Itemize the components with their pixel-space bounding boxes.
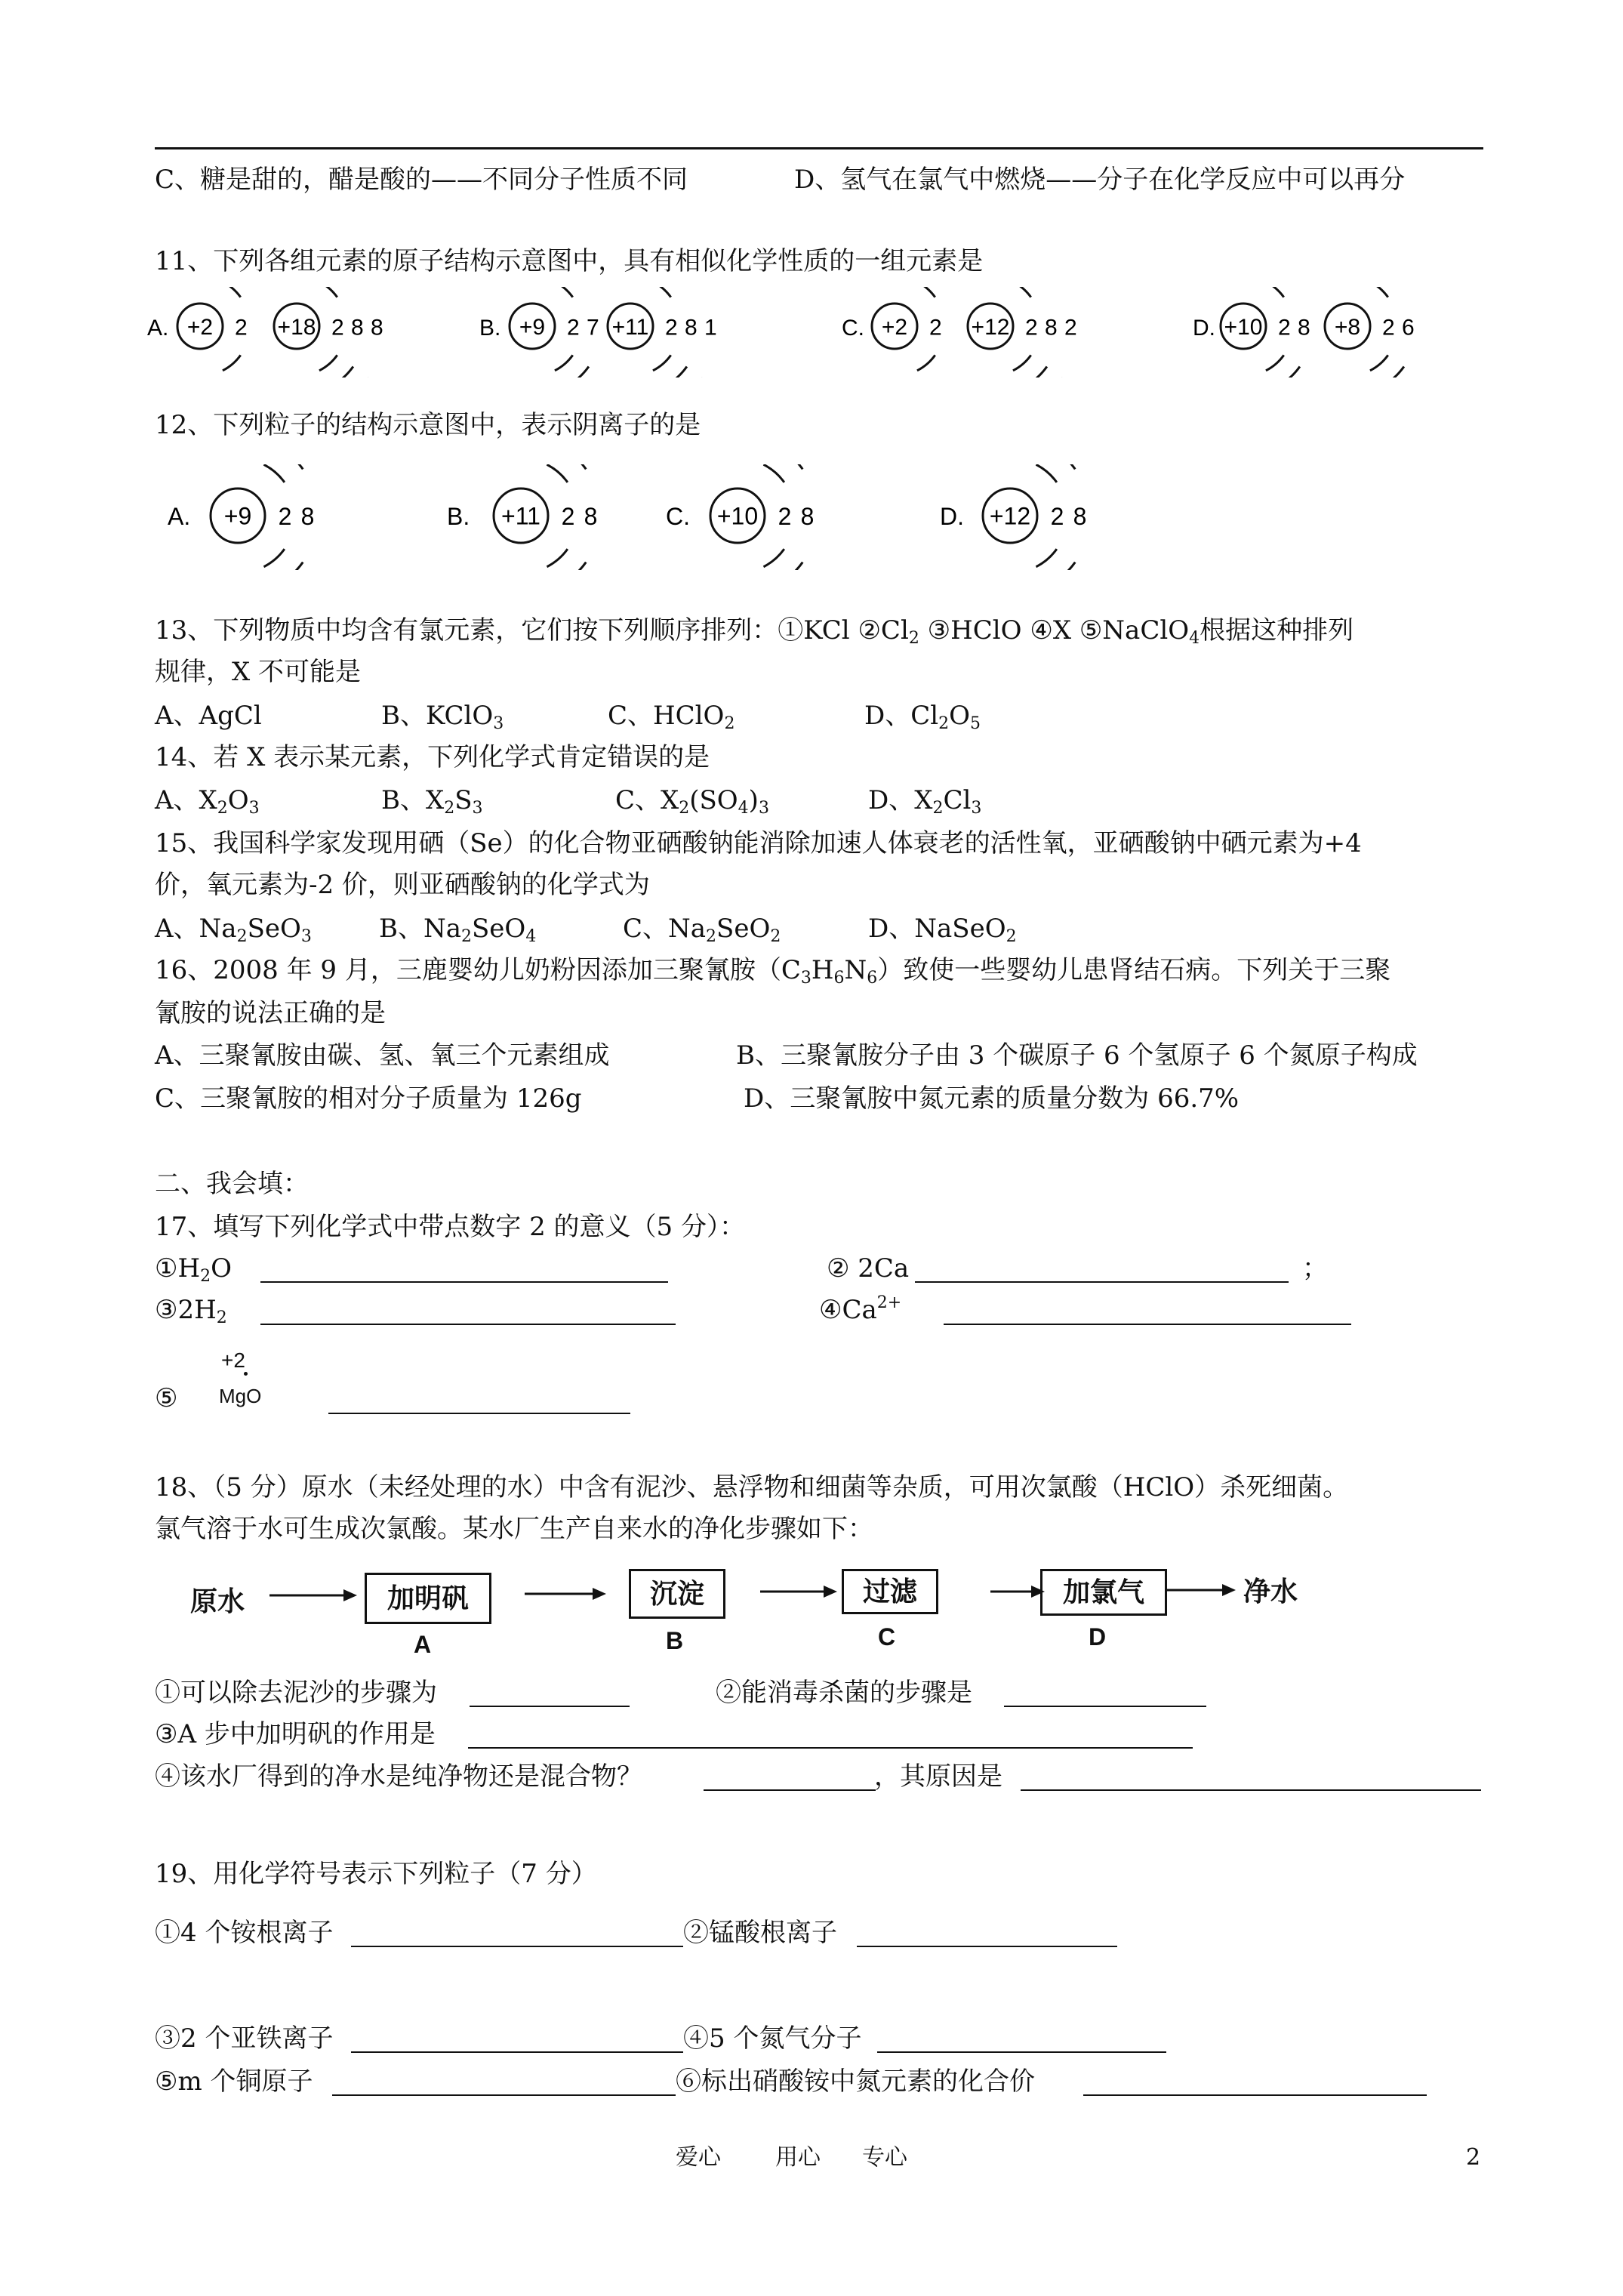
q19-item2: ②锰酸根离子: [683, 1918, 837, 1948]
q13-option-d: D、$Cl_2O_5$: [864, 701, 981, 733]
q11-nucleus-charge: +18: [277, 314, 316, 340]
q18-sub4-blank2[interactable]: [1021, 1789, 1481, 1791]
q18-sub4a: ④该水厂得到的净水是纯净物还是混合物？: [155, 1761, 642, 1792]
q19-item5: ⑤m 个铜原子: [155, 2066, 313, 2097]
q11-shell-electrons: 7: [586, 315, 599, 341]
flow-step-a-letter: A: [414, 1631, 432, 1658]
q15-option-c: C、$Na_2SeO_2$: [623, 914, 781, 946]
q12-shell-arc-bottom: [274, 562, 303, 570]
footer-motto-1: 爱心: [676, 2144, 721, 2171]
q12-atom: [494, 464, 597, 570]
q11-shell-arc-bottom: [1379, 366, 1404, 378]
q19-stem: 19、用化学符号表示下列粒子（7 分）: [155, 1859, 597, 1889]
q12-option-label: C.: [666, 503, 690, 530]
q18-stem-line2: 氯气溶于水可生成次氯酸。某水厂生产自来水的净化步骤如下：: [155, 1514, 873, 1544]
q11-atom: [1221, 287, 1310, 378]
flow-arrow-1: [268, 1584, 359, 1607]
q16-option-d: D、三聚氰胺中氮元素的质量分数为 66.7%: [744, 1083, 1240, 1114]
footer-motto-2: 用心: [775, 2144, 821, 2171]
q13-stem-line1: 13、下列物质中均含有氯元素，它们按下列顺序排列：①KCl $②Cl_2$ ③HClO ④X ⑤NaClO$_4$根据这种排列: [155, 615, 1354, 648]
q12-shell-electrons: 8: [1073, 503, 1087, 531]
q17-item4: $④Ca^{2+}$: [819, 1293, 902, 1325]
footer-page-number: 2: [1466, 2144, 1481, 2171]
flow-start: 原水: [190, 1586, 245, 1616]
q17-item2: ② 2Ca: [827, 1253, 910, 1284]
q17-item1-blank[interactable]: [260, 1281, 668, 1283]
q11-shell-arc-top: [1370, 287, 1388, 297]
flow-step-a-box: 加明矾: [365, 1573, 491, 1624]
footer-motto-3: 专心: [862, 2144, 907, 2171]
flow-arrow-5: [1165, 1579, 1240, 1601]
q12-shell-electrons: 8: [800, 503, 815, 531]
q11-shell-electrons: 8: [350, 315, 364, 341]
q12-shell-arc-top: [547, 464, 567, 482]
q11-atom: [1325, 287, 1415, 378]
q19-item1-blank[interactable]: [351, 1946, 683, 1947]
q12-shell-arc-top: [557, 464, 586, 469]
q11-shell-electrons: 2: [566, 315, 580, 341]
q12-option-label: A.: [168, 503, 191, 530]
q11-shell-electrons: 2: [234, 315, 248, 341]
q11-nucleus-charge: +12: [971, 314, 1010, 340]
q19-item1: ①4 个铵根离子: [155, 1918, 334, 1948]
q11-shell-arc-top: [223, 287, 241, 297]
q11-shell-arc-bottom: [223, 355, 241, 370]
q11-shell-arc-bottom: [555, 355, 573, 370]
q15-option-b: B、$Na_2SeO_4$: [379, 914, 537, 946]
q11-shell-arc-bottom: [662, 366, 687, 378]
q11-shell-arc-bottom: [319, 355, 337, 370]
q11-shell-electrons: 2: [1024, 315, 1038, 341]
q17-item3-blank[interactable]: [260, 1324, 676, 1325]
q11-nucleus-charge: +8: [1334, 314, 1361, 340]
q12-shell-arc-bottom: [763, 549, 784, 567]
q11-atom: [872, 287, 942, 371]
q18-sub3: ③A 步中加明矾的作用是: [155, 1719, 436, 1749]
flow-step-b-box: 沉淀: [629, 1569, 725, 1619]
section-heading: 二、我会填：: [155, 1169, 309, 1199]
q18-sub4b: ，其原因是: [874, 1761, 1002, 1792]
q11-group-label: D.: [1193, 316, 1215, 341]
q11-shell-electrons: 2: [1064, 315, 1077, 341]
q11-atom: [510, 287, 599, 378]
flow-step-c-letter: C: [878, 1623, 896, 1650]
q12-shell-arc-top: [774, 464, 802, 469]
q12-shell-electrons: 2: [778, 503, 792, 531]
q19-item3: ③2 个亚铁离子: [155, 2023, 334, 2054]
q16-stem-line2: 氰胺的说法正确的是: [155, 998, 386, 1028]
q11-nucleus-charge: +10: [1224, 314, 1263, 340]
q13-option-b: B、KClO$_3$: [381, 701, 504, 733]
q12-shell-arc-top: [1036, 464, 1056, 482]
q12-atom: [710, 464, 814, 570]
q18-sub1-blank[interactable]: [470, 1706, 630, 1707]
q11-shell-electrons: 8: [684, 315, 698, 341]
q12-shell-arc-bottom: [1046, 562, 1075, 570]
flow-step-b-letter: B: [666, 1627, 684, 1654]
q12-option-label: D.: [940, 503, 964, 530]
q18-sub3-blank[interactable]: [468, 1747, 1193, 1749]
q12-shell-arc-top: [1046, 464, 1075, 469]
q11-shell-electrons: 2: [664, 315, 678, 341]
flow-arrow-3: [759, 1580, 842, 1603]
q15-stem-line1: 15、我国科学家发现用硒（Se）的化合物亚硒酸钠能消除加速人体衰老的活性氧，亚硒酸钠中硒元素为+4: [155, 828, 1362, 858]
q11-shell-arc-top: [653, 287, 671, 297]
q17-item5-formula: MgO: [219, 1385, 262, 1407]
q15-option-a: A、$Na_2SeO_3$: [155, 914, 312, 946]
flow-step-d-letter: D: [1089, 1623, 1107, 1650]
q19-item6-blank[interactable]: [1083, 2094, 1427, 2096]
q19-item2-blank[interactable]: [857, 1946, 1117, 1947]
q17-stem: 17、填写下列化学式中带点数字 2 的意义（5 分）：: [155, 1212, 745, 1242]
q11-atom: [177, 287, 248, 371]
q12-nucleus-charge: +11: [501, 502, 540, 530]
q11-shell-electrons: 6: [1401, 315, 1415, 341]
q10-option-d: D、氢气在氯气中燃烧——分子在化学反应中可以再分: [794, 165, 1406, 195]
q11-atom: [274, 287, 383, 378]
q11-shell-electrons: 8: [1044, 315, 1058, 341]
q11-shell-arc-bottom: [653, 355, 671, 370]
q19-item4: ④5 个氮气分子: [683, 2023, 862, 2054]
q19-item3-blank[interactable]: [351, 2051, 683, 2053]
q11-atom: [608, 287, 717, 378]
q14-option-c: C、$X_2(SO_4)_3$: [615, 785, 769, 818]
q12-shell-arc-top: [274, 464, 303, 469]
q17-item5-dot: [244, 1372, 248, 1376]
q11-atom: [968, 287, 1077, 378]
q12-shell-arc-bottom: [547, 549, 567, 567]
q12-stem: 12、下列粒子的结构示意图中，表示阴离子的是: [155, 410, 701, 440]
flow-end: 净水: [1243, 1576, 1298, 1607]
q11-shell-arc-bottom: [1266, 355, 1284, 370]
q12-shell-electrons: 8: [584, 503, 598, 531]
q13-option-c: C、HClO$_2$: [608, 701, 735, 733]
q11-atom-diagrams: [147, 287, 1468, 378]
q17-item2-end: ；: [1302, 1253, 1328, 1284]
q11-shell-arc-top: [1266, 287, 1284, 297]
q11-nucleus-charge: +2: [881, 314, 908, 340]
q16-option-c: C、三聚氰胺的相对分子质量为 126g: [155, 1083, 582, 1114]
q16-option-b: B、三聚氰胺分子由 3 个碳原子 6 个氢原子 6 个氮原子构成: [736, 1040, 1418, 1071]
q18-sub4-blank1[interactable]: [704, 1789, 876, 1791]
q18-stem-line1: 18、（5 分）原水（未经处理的水）中含有泥沙、悬浮物和细菌等杂质，可用次氯酸（HClO）杀死细菌。: [155, 1472, 1349, 1502]
q11-nucleus-charge: +9: [519, 314, 546, 340]
q11-shell-arc-bottom: [1370, 355, 1388, 370]
q14-option-b: B、$X_2S_3$: [381, 785, 483, 818]
q15-stem-line2: 价，氧元素为-2 价，则亚硒酸钠的化学式为: [155, 870, 650, 900]
q12-shell-electrons: 2: [278, 503, 292, 531]
q11-shell-arc-top: [319, 287, 337, 297]
q12-option-label: B.: [447, 503, 470, 530]
q12-nucleus-charge: +9: [223, 502, 252, 530]
q14-option-a: A、$X_2O_3$: [155, 785, 260, 818]
q17-item5-charge: +2: [221, 1348, 245, 1372]
q14-option-d: D、$X_2Cl_3$: [868, 785, 982, 818]
q11-nucleus-charge: +11: [611, 314, 649, 340]
q10-option-c: C、糖是甜的，醋是酸的——不同分子性质不同: [155, 165, 688, 195]
q17-item3: $③2H_2$: [155, 1295, 227, 1327]
q11-shell-arc-bottom: [1022, 366, 1047, 378]
q18-sub2-blank[interactable]: [1004, 1706, 1206, 1707]
q11-stem: 11、下列各组元素的原子结构示意图中，具有相似化学性质的一组元素是: [155, 246, 984, 276]
flow-step-c-box: 过滤: [842, 1569, 938, 1614]
q11-shell-arc-top: [555, 287, 573, 297]
q12-shell-arc-top: [263, 464, 284, 482]
q13-stem-line2: 规律，X 不可能是: [155, 657, 362, 687]
q12-nucleus-charge: +12: [989, 502, 1031, 530]
q17-item5-blank[interactable]: [328, 1413, 630, 1414]
q12-shell-arc-top: [763, 464, 784, 482]
q11-group-label: A.: [147, 316, 169, 341]
q12-shell-arc-bottom: [263, 549, 284, 567]
q11-shell-electrons: 2: [1277, 315, 1291, 341]
q11-shell-arc-bottom: [917, 355, 935, 370]
q15-option-d: D、NaSeO$_2$: [868, 914, 1017, 946]
q11-shell-arc-bottom: [1275, 366, 1300, 378]
q12-nucleus-charge: +10: [716, 502, 759, 530]
header-rule: [155, 147, 1483, 149]
flow-step-d-box: 加氯气: [1040, 1569, 1167, 1616]
q12-atom: [983, 464, 1086, 570]
q11-shell-electrons: 2: [1381, 315, 1395, 341]
q18-sub2: ②能消毒杀菌的步骤是: [716, 1678, 972, 1708]
q11-shell-arc-top: [917, 287, 935, 297]
q17-item5: ⑤: [155, 1383, 178, 1413]
q17-item1: $①H_2O$: [155, 1253, 233, 1286]
q17-item2-blank[interactable]: [915, 1281, 1289, 1283]
q19-item5-blank[interactable]: [332, 2094, 676, 2096]
q14-stem: 14、若 X 表示某元素，下列化学式肯定错误的是: [155, 742, 710, 772]
q19-item4-blank[interactable]: [877, 2051, 1166, 2053]
q12-ion-diagrams: [151, 464, 1132, 570]
q11-shell-arc-bottom: [1013, 355, 1031, 370]
q11-nucleus-charge: +2: [186, 314, 214, 340]
q11-group-label: B.: [479, 316, 501, 341]
q12-shell-arc-bottom: [1036, 549, 1056, 567]
q11-shell-electrons: 2: [331, 315, 344, 341]
q16-option-a: A、三聚氰胺由碳、氢、氧三个元素组成: [155, 1040, 610, 1071]
q19-item6: ⑥标出硝酸铵中氮元素的化合价: [676, 2066, 1035, 2097]
q12-shell-electrons: 8: [300, 503, 315, 531]
q16-stem-line1: 16、2008 年 9 月，三鹿婴幼儿奶粉因添加三聚氰胺$(C_3H_6N_6)$致使一些婴幼儿患肾结石病。下列关于三聚: [155, 955, 1391, 988]
q12-shell-arc-bottom: [557, 562, 586, 570]
q11-shell-electrons: 8: [1297, 315, 1310, 341]
q11-shell-electrons: 1: [704, 315, 717, 341]
q12-shell-electrons: 2: [1050, 503, 1064, 531]
q17-item4-blank[interactable]: [944, 1324, 1351, 1325]
q11-shell-electrons: 8: [370, 315, 383, 341]
q12-shell-electrons: 2: [561, 503, 575, 531]
q18-sub1: ①可以除去泥沙的步骤为: [155, 1678, 437, 1708]
q13-option-a: A、AgCl: [155, 701, 262, 731]
flow-arrow-2: [523, 1583, 614, 1605]
q11-shell-arc-bottom: [564, 366, 589, 378]
q12-atom: [211, 464, 314, 570]
q11-shell-arc-bottom: [328, 366, 353, 378]
q11-shell-arc-top: [1013, 287, 1031, 297]
q12-shell-arc-bottom: [774, 562, 802, 570]
q11-group-label: C.: [842, 316, 864, 341]
q11-shell-electrons: 2: [929, 315, 942, 341]
